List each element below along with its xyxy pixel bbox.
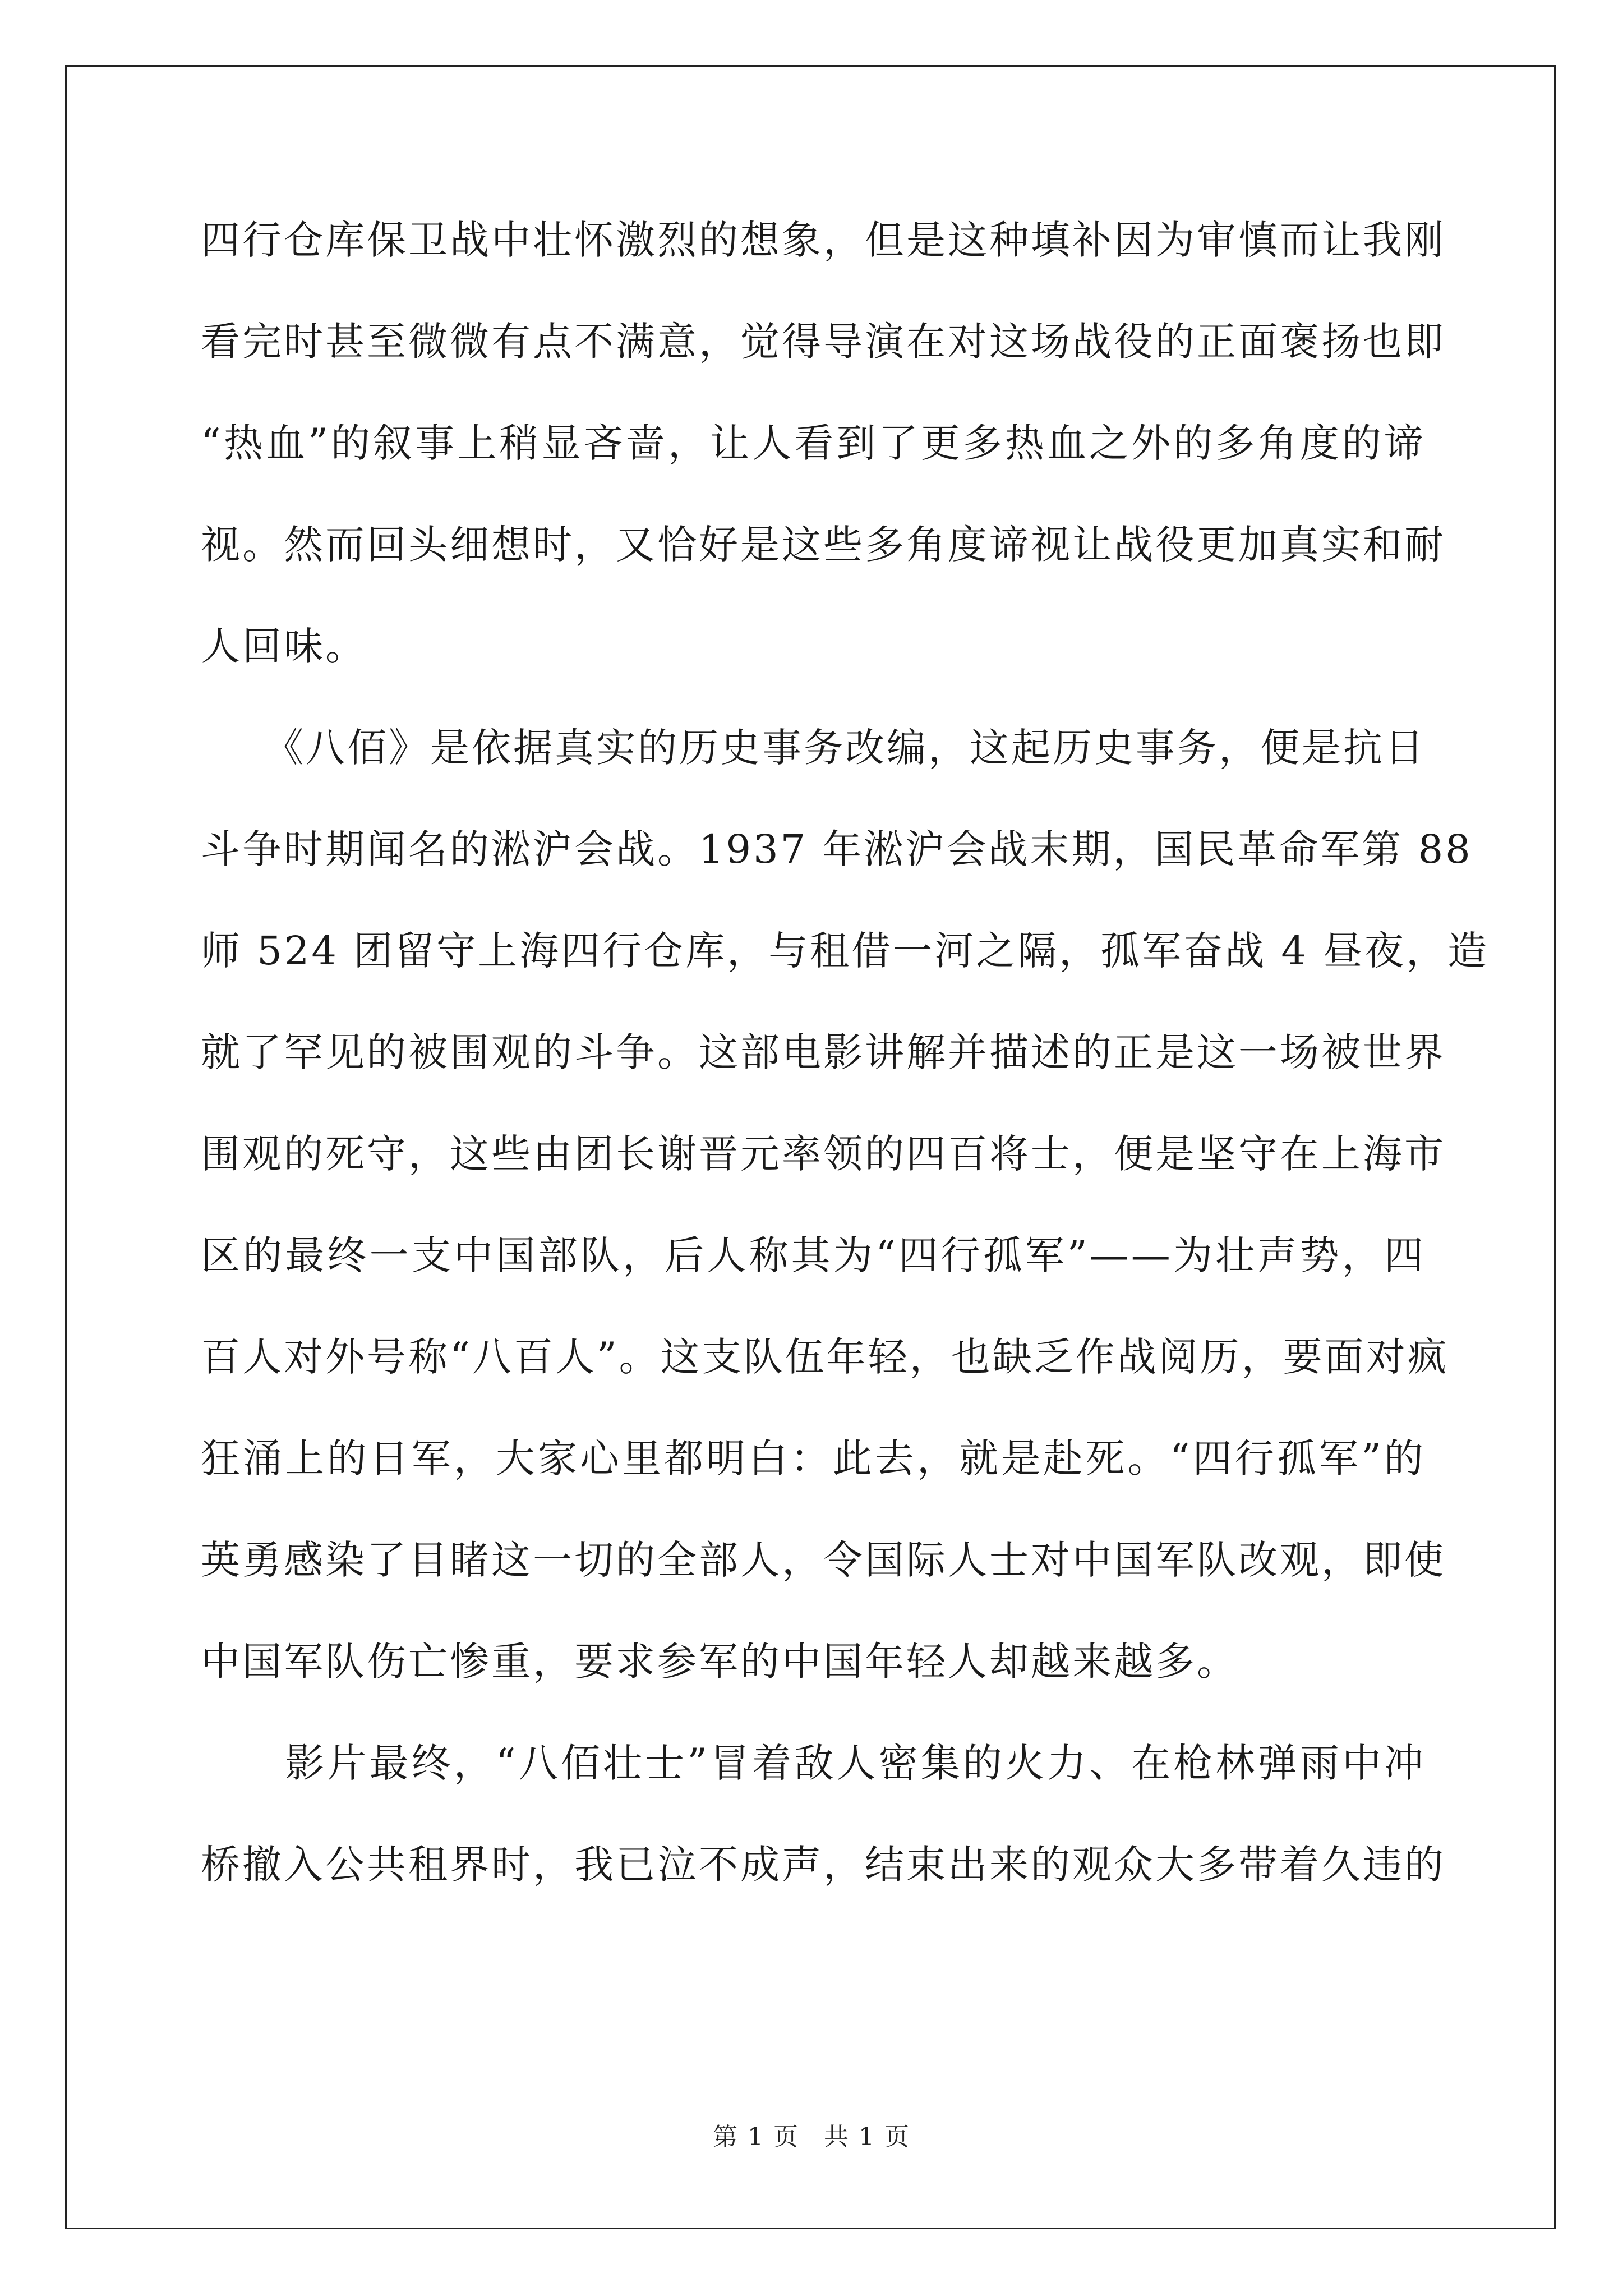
text-line: 区的最终一支中国部队，后人称其为“四行孤军”——为壮声势，四 [201,1232,1426,1278]
text-line: 斗争时期闻名的淞沪会战。1937 年淞沪会战末期，国民革命军第 88 [201,826,1473,872]
page-number: 第 1 页 [713,2123,799,2151]
text-line: 影片最终，“八佰壮士”冒着敌人密集的火力、在枪林弹雨中冲 [201,1740,1426,1786]
text-line: “热血”的叙事上稍显吝啬，让人看到了更多热血之外的多角度的谛 [201,420,1426,466]
text-line: 人回味。 [201,623,367,669]
text-line: 英勇感染了目睹这一切的全部人，令国际人士对中国军队改观，即使 [201,1537,1446,1583]
text-line: 桥撤入公共租界时，我已泣不成声，结束出来的观众大多带着久违的 [201,1842,1446,1888]
text-line: 百人对外号称“八百人”。这支队伍年轻，也缺乏作战阅历，要面对疯 [201,1334,1449,1380]
text-line: 看完时甚至微微有点不满意，觉得导演在对这场战役的正面褒扬也即 [201,319,1446,365]
text-line: 中国军队伤亡惨重，要求参军的中国年轻人却越来越多。 [201,1639,1238,1685]
text-line: 《八佰》是依据真实的历史事务改编，这起历史事务，便是抗日 [201,725,1426,771]
page-total: 共 1 页 [824,2123,910,2151]
text-line: 围观的死守，这些由团长谢晋元率领的四百将士，便是坚守在上海市 [201,1131,1446,1177]
text-line: 师 524 团留守上海四行仓库，与租借一河之隔，孤军奋战 4 昼夜，造 [201,928,1490,974]
text-line: 就了罕见的被围观的斗争。这部电影讲解并描述的正是这一场被世界 [201,1029,1446,1075]
text-line: 视。然而回头细想时，又恰好是这些多角度谛视让战役更加真实和耐 [201,522,1446,568]
page-footer [0,2120,1623,2154]
document-body [201,215,1490,1941]
text-line: 四行仓库保卫战中壮怀激烈的想象，但是这种填补因为审慎而让我刚 [201,217,1446,263]
text-line: 狂涌上的日军，大家心里都明白：此去，就是赴死。“四行孤军”的 [201,1435,1426,1481]
